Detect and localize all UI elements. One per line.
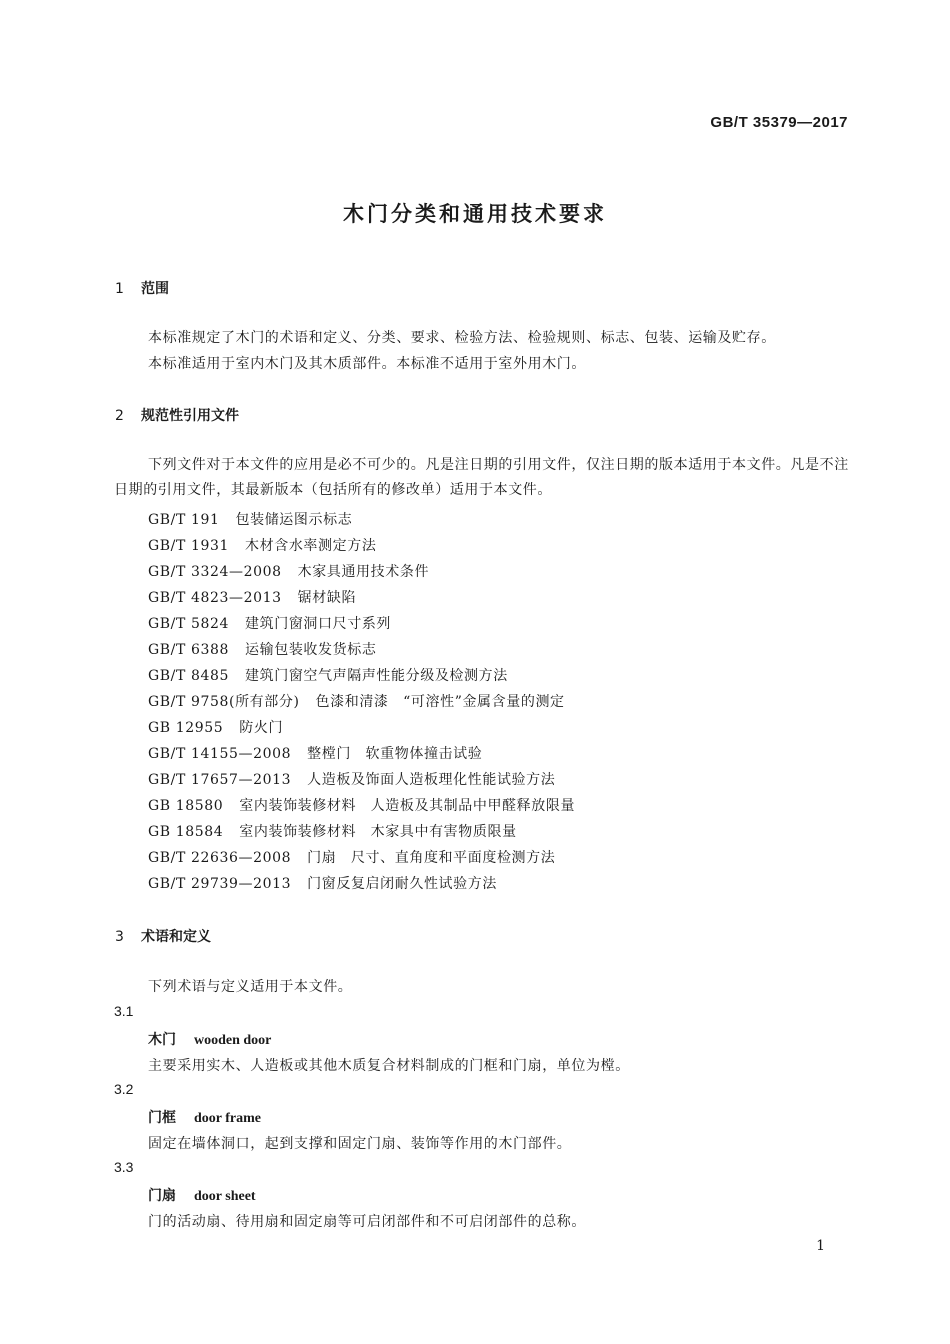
reference-title: 室内装饰装修材料 木家具中有害物质限量 <box>239 824 517 840</box>
section-number: 2 <box>115 408 124 424</box>
reference-code: GB/T 29739—2013 <box>148 876 292 892</box>
term-chinese: 木门 <box>148 1032 176 1048</box>
paragraph: 下列术语与定义适用于本文件。 <box>148 979 353 995</box>
term-number: 3.2 <box>114 1081 134 1097</box>
reference-title: 锯材缺陷 <box>297 590 357 606</box>
term-number: 3.1 <box>114 1003 134 1019</box>
term-definition: 门的活动扇、待用扇和固定扇等可启闭部件和不可启闭部件的总称。 <box>148 1214 586 1230</box>
reference-item <box>148 821 517 841</box>
reference-item <box>148 639 376 659</box>
term-english: door frame <box>194 1111 261 1126</box>
paragraph: 下列文件对于本文件的应用是必不可少的。凡是注日期的引用文件，仅注日期的版本适用于本文件。凡是不注日期的引用文件，其最新版本（包括所有的修改单）适用于本文件。 <box>114 457 849 498</box>
term-chinese: 门框 <box>148 1110 176 1126</box>
reference-title: 建筑门窗空气声隔声性能分级及检测方法 <box>245 668 508 684</box>
reference-title: 人造板及饰面人造板理化性能试验方法 <box>307 772 556 788</box>
reference-item <box>148 717 283 737</box>
reference-item <box>148 587 356 607</box>
term-english: wooden door <box>194 1033 272 1048</box>
term-definition: 固定在墙体洞口，起到支撑和固定门扇、装饰等作用的木门部件。 <box>148 1136 572 1152</box>
reference-item <box>148 795 575 815</box>
reference-title: 防火门 <box>239 720 284 736</box>
section-number: 3 <box>115 929 124 945</box>
section-2-heading <box>115 405 239 425</box>
paragraph: 本标准适用于室内木门及其木质部件。本标准不适用于室外用木门。 <box>148 356 586 372</box>
section-title: 范围 <box>141 281 169 297</box>
document-title: 木门分类和通用技术要求 <box>343 202 607 226</box>
reference-title: 运输包装收发货标志 <box>245 642 377 658</box>
reference-code: GB/T 5824 <box>148 616 230 632</box>
reference-item <box>148 873 497 893</box>
paragraph: 本标准规定了木门的术语和定义、分类、要求、检验方法、检验规则、标志、包装、运输及贮存。 <box>148 330 776 346</box>
reference-code: GB/T 4823—2013 <box>148 590 282 606</box>
reference-code: GB/T 6388 <box>148 642 230 658</box>
term-english: door sheet <box>194 1189 256 1204</box>
term-number: 3.3 <box>114 1159 134 1175</box>
reference-item <box>148 769 555 789</box>
term-heading <box>148 1185 256 1205</box>
reference-title: 室内装饰装修材料 人造板及其制品中甲醛释放限量 <box>239 798 576 814</box>
reference-item <box>148 535 376 555</box>
section-number: 1 <box>115 281 124 297</box>
standard-code: GB/T 35379—2017 <box>710 114 848 131</box>
reference-title: 门扇 尺寸、直角度和平面度检测方法 <box>307 850 556 866</box>
reference-item <box>148 613 391 633</box>
term-chinese: 门扇 <box>148 1188 176 1204</box>
page-number: 1 <box>816 1238 825 1254</box>
reference-code: GB/T 22636—2008 <box>148 850 292 866</box>
reference-code: GB/T 14155—2008 <box>148 746 292 762</box>
reference-title: 色漆和清漆 “可溶性”金属含量的测定 <box>315 694 565 710</box>
term-heading <box>148 1107 261 1127</box>
reference-code: GB 12955 <box>148 720 224 736</box>
reference-item <box>148 561 429 581</box>
term-definition: 主要采用实木、人造板或其他木质复合材料制成的门框和门扇，单位为樘。 <box>148 1058 630 1074</box>
reference-code: GB/T 1931 <box>148 538 230 554</box>
term-heading <box>148 1029 271 1049</box>
reference-item <box>148 691 565 711</box>
reference-code: GB 18580 <box>148 798 224 814</box>
reference-code: GB 18584 <box>148 824 224 840</box>
reference-item <box>148 509 352 529</box>
reference-item <box>148 743 482 763</box>
reference-item <box>148 847 555 867</box>
reference-item <box>148 665 508 685</box>
section-title: 术语和定义 <box>141 929 211 945</box>
reference-code: GB/T 191 <box>148 512 220 528</box>
reference-title: 木材含水率测定方法 <box>245 538 377 554</box>
reference-code: GB/T 8485 <box>148 668 230 684</box>
section-3-heading <box>115 926 211 946</box>
reference-code: GB/T 3324—2008 <box>148 564 282 580</box>
section-1-heading <box>115 278 169 298</box>
reference-code: GB/T 9758(所有部分) <box>148 694 300 710</box>
reference-title: 包装储运图示标志 <box>235 512 353 528</box>
reference-code: GB/T 17657—2013 <box>148 772 292 788</box>
section-title: 规范性引用文件 <box>141 408 239 424</box>
reference-title: 整樘门 软重物体撞击试验 <box>307 746 483 762</box>
reference-title: 建筑门窗洞口尺寸系列 <box>245 616 392 632</box>
reference-title: 木家具通用技术条件 <box>297 564 430 580</box>
reference-title: 门窗反复启闭耐久性试验方法 <box>307 876 497 892</box>
